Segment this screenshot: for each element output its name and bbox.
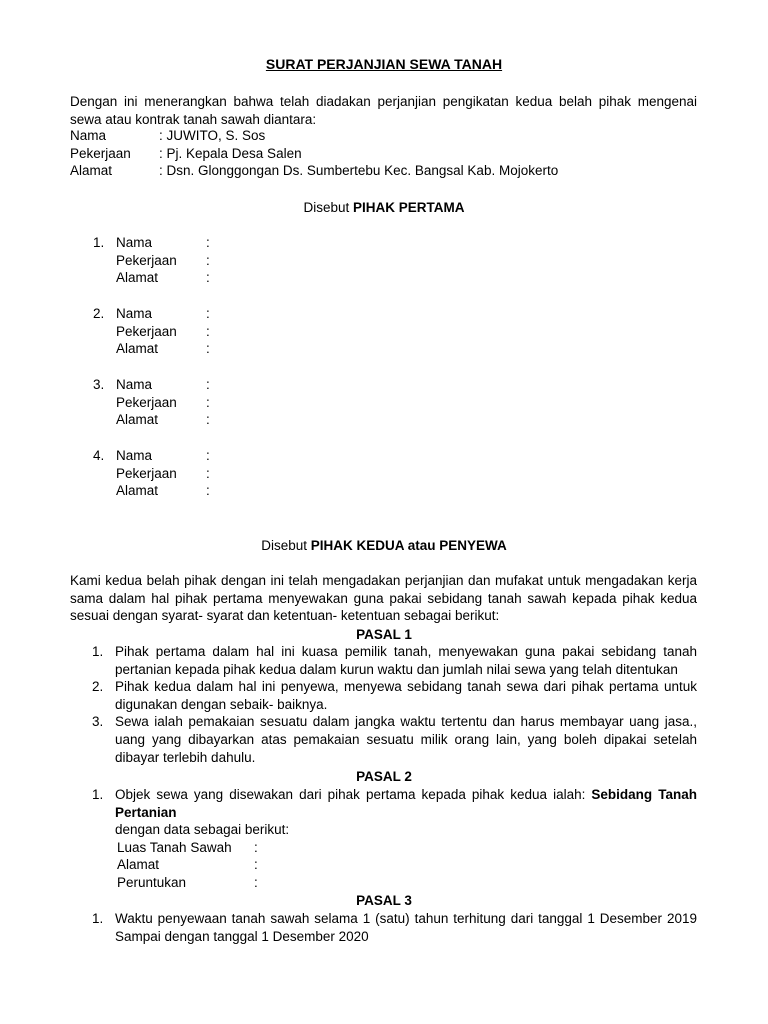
field-label: Pekerjaan [70,145,131,161]
second-party-caption [0,537,768,555]
item-number: 3. [92,714,104,730]
field-colon: : [206,412,210,428]
field-colon: : [206,377,210,392]
item-bold-text: Sebidang Tanah Pertanian [115,787,697,820]
field-colon: : [206,448,210,463]
field-label: Pekerjaan [116,252,177,268]
entry-number: 2. [93,306,105,321]
item-text: Pihak pertama dalam hal ini kuasa pemilik tanah, menyewakan guna pakai sebidang tanah pertanian kepada pihak kedua dalam kurun waktu dan jumlah nilai sewa yang telah ditentukan [115,644,697,677]
field-label: Luas Tanah Sawah [117,839,232,855]
field-label: Nama [116,377,153,392]
pasal-2-heading: PASAL 2 [356,769,412,784]
item-text: Waktu penyewaan tanah sawah selama 1 (satu) tahun terhitung dari tanggal 1 Desember 2019 Sampai dengan tanggal 1 Desember 2020 [115,911,697,944]
field-colon: : [206,252,210,268]
entry-number: 3. [93,377,105,392]
item-text: Pihak kedua dalam hal ini penyewa, menyewa sebidang tanah sewa dari pihak pertama untuk digunakan dengan sebaik- baiknya. [115,679,697,712]
field-colon: : [254,857,258,873]
item-text: Sewa ialah pemakaian sesuatu dalam jangka waktu tertentu dan harus membayar uang jasa., uang yang dibayarkan atas pemakaian sesuatu milik orang lain, yang boleh dipakai setelah dibayar terlebih dahulu. [115,714,697,765]
pasal-1-heading: PASAL 1 [356,627,412,642]
field-colon: : [206,465,210,481]
field-colon: : [206,323,210,339]
document-title: SURAT PERJANJIAN SEWA TANAH [265,56,503,72]
field-colon: : [206,235,210,250]
field-colon: : [206,483,210,499]
list-item [70,786,697,839]
list-item [70,643,697,678]
first-party-fields [70,127,697,180]
second-party-2 [93,305,293,358]
field-colon: : [254,874,258,890]
field-colon: : [206,394,210,410]
field-label: Alamat [116,483,159,499]
field-label: Nama [116,235,153,250]
caption-prefix: Disebut [261,538,307,553]
pasal-3-heading: PASAL 3 [356,893,412,908]
first-party-caption [0,199,768,217]
field-label: Pekerjaan [116,394,177,410]
field-label: Nama [116,306,153,321]
field-label: Nama [116,448,153,463]
intro-paragraph: Dengan ini menerangkan bahwa telah diadakan perjanjian pengikatan kedua belah pihak mengenai sewa atau kontrak tanah sawah diantara: [70,94,697,127]
first-party-job-row [70,145,697,163]
item-tail-text: dengan data sebagai berikut: [115,822,290,838]
field-label: Pekerjaan [116,465,177,481]
field-value: : JUWITO, S. Sos [159,128,266,143]
agreement-paragraph: Kami kedua belah pihak dengan ini telah mengadakan perjanjian dan mufakat untuk mengadakan kerja sama dalam hal pihak pertama menyewakan guna pakai sebidang tanah sawah kepada pihak kedua sesuai dengan syarat- syarat dan ketentuan- ketentuan sebagai berikut: [70,573,697,624]
entry-number: 1. [93,235,105,250]
list-item [70,678,697,713]
field-label: Pekerjaan [116,323,177,339]
first-party-address-row [70,162,697,180]
first-party-name-row [70,127,697,145]
second-party-4 [93,447,293,500]
second-party-1 [93,234,293,287]
field-label: Alamat [116,270,159,286]
field-label: Alamat [116,412,159,428]
item-number: 2. [92,679,104,695]
item-number: 1. [92,787,104,802]
field-value: : Dsn. Glonggongan Ds. Sumbertebu Kec. Bangsal Kab. Mojokerto [159,163,559,179]
pasal-2-fields [117,839,697,892]
entry-number: 4. [93,448,105,463]
field-label: Alamat [117,857,160,873]
field-value: : Pj. Kepala Desa Salen [159,145,302,161]
field-colon: : [206,270,210,286]
list-item [70,713,697,766]
field-label: Alamat [70,163,113,179]
caption-prefix: Disebut [303,200,350,215]
list-item [70,910,697,945]
second-party-3 [93,376,293,429]
field-label: Peruntukan [117,874,187,890]
item-number: 1. [92,644,104,659]
item-text: Objek sewa yang disewakan dari pihak pertama kepada pihak kedua ialah: [115,787,586,802]
item-number: 1. [92,911,104,926]
field-colon: : [254,839,258,855]
pasal-3-list [70,910,697,945]
pasal-1-list [70,643,697,766]
pasal-2-list [70,786,697,892]
field-colon: : [206,306,210,321]
caption-bold: PIHAK KEDUA atau PENYEWA [310,538,507,553]
caption-bold: PIHAK PERTAMA [353,200,465,215]
field-label: Nama [70,128,107,143]
field-label: Alamat [116,341,159,357]
field-colon: : [206,341,210,357]
